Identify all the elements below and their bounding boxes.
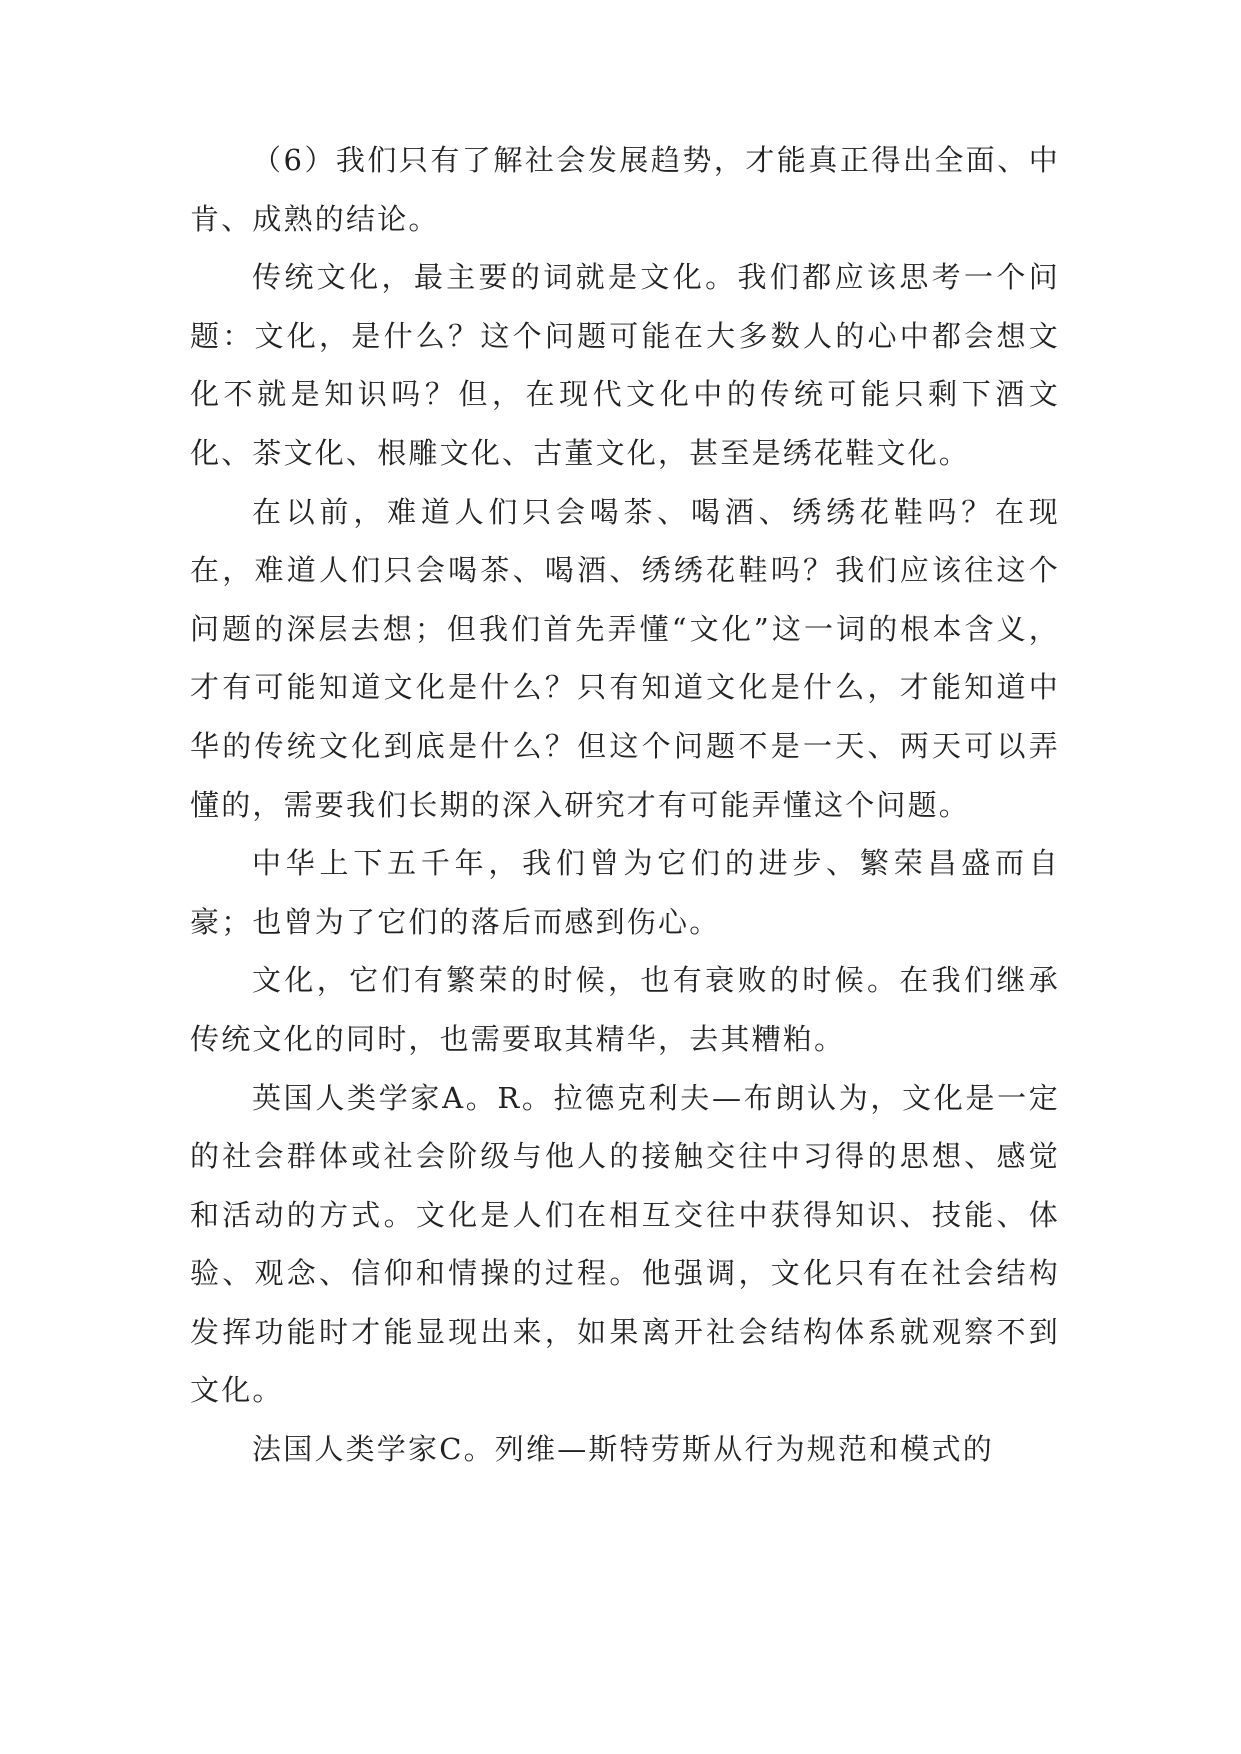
paragraph: 英国人类学家A。R。拉德克利夫—布朗认为，文化是一定的社会群体或社会阶级与他人的接触交往中习得的思想、感觉和活动的方式。文化是人们在相互交往中获得知识、技能、体验、观念、信仰和情操的过程。他强调，文化只有在社会结构发挥功能时才能显现出来，如果离开社会结构体系就观察不到文化。: [190, 1080, 1060, 1408]
paragraph: 中华上下五千年，我们曾为它们的进步、繁荣昌盛而自豪；也曾为了它们的落后而感到伤心。: [190, 846, 1060, 939]
paragraph: 在以前，难道人们只会喝茶、喝酒、绣绣花鞋吗？在现在，难道人们只会喝茶、喝酒、绣绣花鞋吗？我们应该往这个问题的深层去想；但我们首先弄懂“文化”这一词的根本含义，才有可能知道文化是什么？只有知道文化是什么，才能知道中华的传统文化到底是什么？但这个问题不是一天、两天可以弄懂的，需要我们长期的深入研究才有可能弄懂这个问题。: [190, 494, 1060, 822]
body-text: [190, 131, 1060, 1479]
paragraph: 法国人类学家C。列维—斯特劳斯从行为规范和模式的: [252, 1432, 994, 1467]
paragraph: 文化，它们有繁荣的时候，也有衰败的时候。在我们继承传统文化的同时，也需要取其精华，去其糟粕。: [190, 963, 1060, 1056]
paragraph: （6）我们只有了解社会发展趋势，才能真正得出全面、中肯、成熟的结论。: [190, 143, 1060, 236]
paragraph: 传统文化，最主要的词就是文化。我们都应该思考一个问题：文化，是什么？这个问题可能在大多数人的心中都会想文化不就是知识吗？但，在现代文化中的传统可能只剩下酒文化、茶文化、根雕文化、古董文化，甚至是绣花鞋文化。: [190, 260, 1060, 470]
